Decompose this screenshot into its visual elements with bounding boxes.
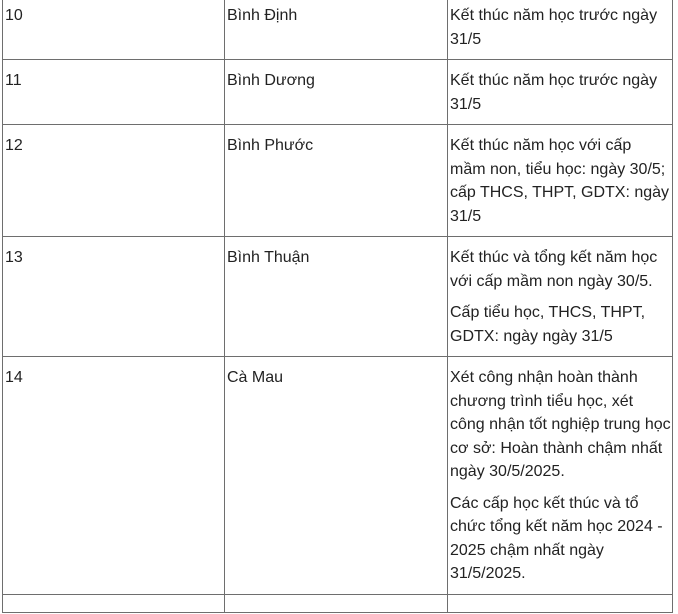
province-cell: Bình Định	[225, 0, 448, 60]
row-number-cell: 12	[3, 125, 225, 237]
schedule-cell	[448, 357, 673, 595]
school-year-end-table	[2, 0, 673, 613]
row-number-cell: 13	[3, 237, 225, 357]
province-cell	[225, 594, 448, 612]
schedule-cell	[448, 594, 673, 612]
table-row	[3, 0, 673, 60]
schedule-cell	[448, 0, 673, 60]
table-row	[3, 237, 673, 357]
row-number-cell: 10	[3, 0, 225, 60]
schedule-paragraph: Các cấp học kết thúc và tổ chức tổng kết năm học 2024 - 2025 chậm nhất ngày 31/5/2025.	[450, 494, 663, 582]
schedule-cell	[448, 237, 673, 357]
province-cell: Cà Mau	[225, 357, 448, 595]
schedule-paragraph: Kết thúc năm học trước ngày 31/5	[450, 7, 658, 48]
row-number-cell: 14	[3, 357, 225, 595]
schedule-paragraph: Kết thúc và tổng kết năm học với cấp mầm non ngày 30/5.	[450, 249, 658, 290]
row-number-cell: 11	[3, 60, 225, 125]
table-row	[3, 125, 673, 237]
schedule-cell	[448, 125, 673, 237]
schedule-paragraph: Kết thúc năm học với cấp mầm non, tiểu học: ngày 30/5; cấp THCS, THPT, GDTX: ngày 31/5	[450, 137, 670, 225]
province-cell: Bình Dương	[225, 60, 448, 125]
schedule-paragraph: Kết thúc năm học trước ngày 31/5	[450, 72, 658, 113]
table-row	[3, 594, 673, 612]
schedule-paragraph: Cấp tiểu học, THCS, THPT, GDTX: ngày ngày 31/5	[450, 304, 646, 345]
schedule-paragraph: Xét công nhận hoàn thành chương trình tiểu học, xét công nhận tốt nghiệp trung học cơ sở: Hoàn thành chậm nhất ngày 30/5/2025.	[450, 369, 671, 480]
province-cell: Bình Thuận	[225, 237, 448, 357]
table-row	[3, 60, 673, 125]
table-row	[3, 357, 673, 595]
row-number-cell	[3, 594, 225, 612]
schedule-cell	[448, 60, 673, 125]
province-cell: Bình Phước	[225, 125, 448, 237]
